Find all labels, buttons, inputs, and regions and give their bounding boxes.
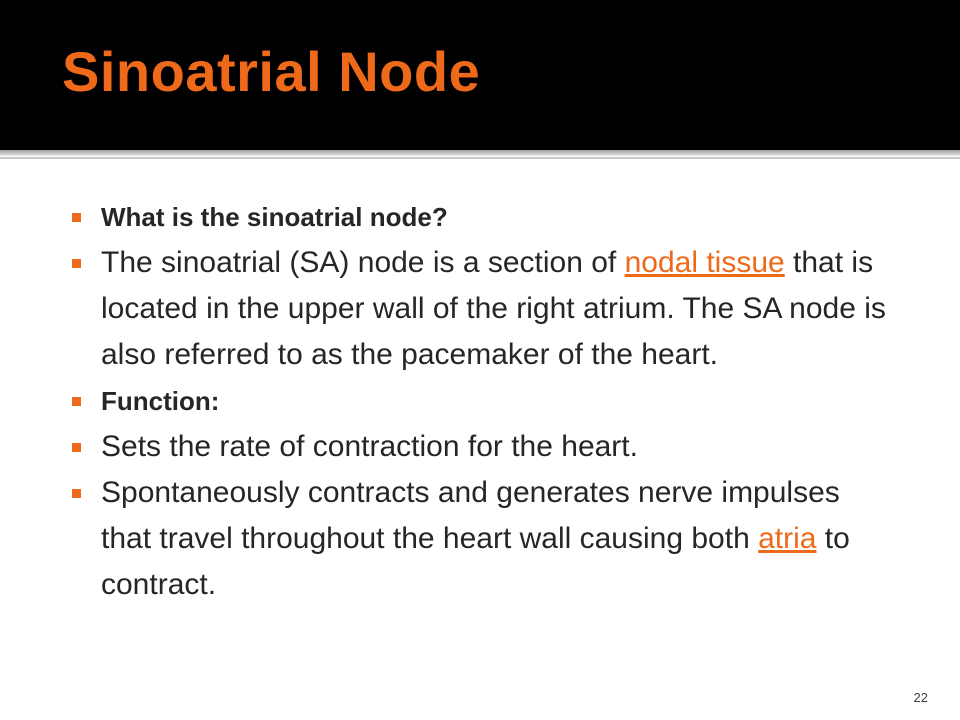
page-number: 22 [913,690,928,705]
orange-square-bullet-icon [72,397,81,406]
bullet-list [72,194,892,608]
bullet-text-after-link: that is located in the upper wall of the right atrium. The SA node is also referred to as the pacemaker of the heart. [101,246,886,371]
orange-square-bullet-icon [72,213,81,222]
bullet-text-question: What is the sinoatrial node? [101,202,448,232]
list-item [72,470,892,608]
title-bar [0,0,960,150]
orange-square-bullet-icon [72,489,81,498]
bullet-text-after-link: to contract. [101,522,850,601]
title-divider-line [0,157,960,159]
bullet-text-before-link: The sinoatrial (SA) node is a section of [101,246,625,279]
bullet-text-function-1: Sets the rate of contraction for the heart. [101,430,638,463]
bullet-text-before-link: Spontaneously contracts and generates nerve impulses that travel throughout the heart wall causing both [101,476,840,555]
orange-square-bullet-icon [72,259,81,268]
atria-link[interactable]: atria [758,522,817,555]
list-item [72,424,892,470]
nodal-tissue-link[interactable]: nodal tissue [624,246,785,279]
title-divider [0,150,960,156]
bullet-text-function-2 [101,476,850,601]
list-item [72,240,892,378]
bullet-text-function-heading: Function: [101,386,220,416]
slide-title: Sinoatrial Node [62,40,481,103]
orange-square-bullet-icon [72,443,81,452]
list-item [72,194,892,240]
list-item [72,378,892,424]
bullet-text-definition [101,246,886,371]
